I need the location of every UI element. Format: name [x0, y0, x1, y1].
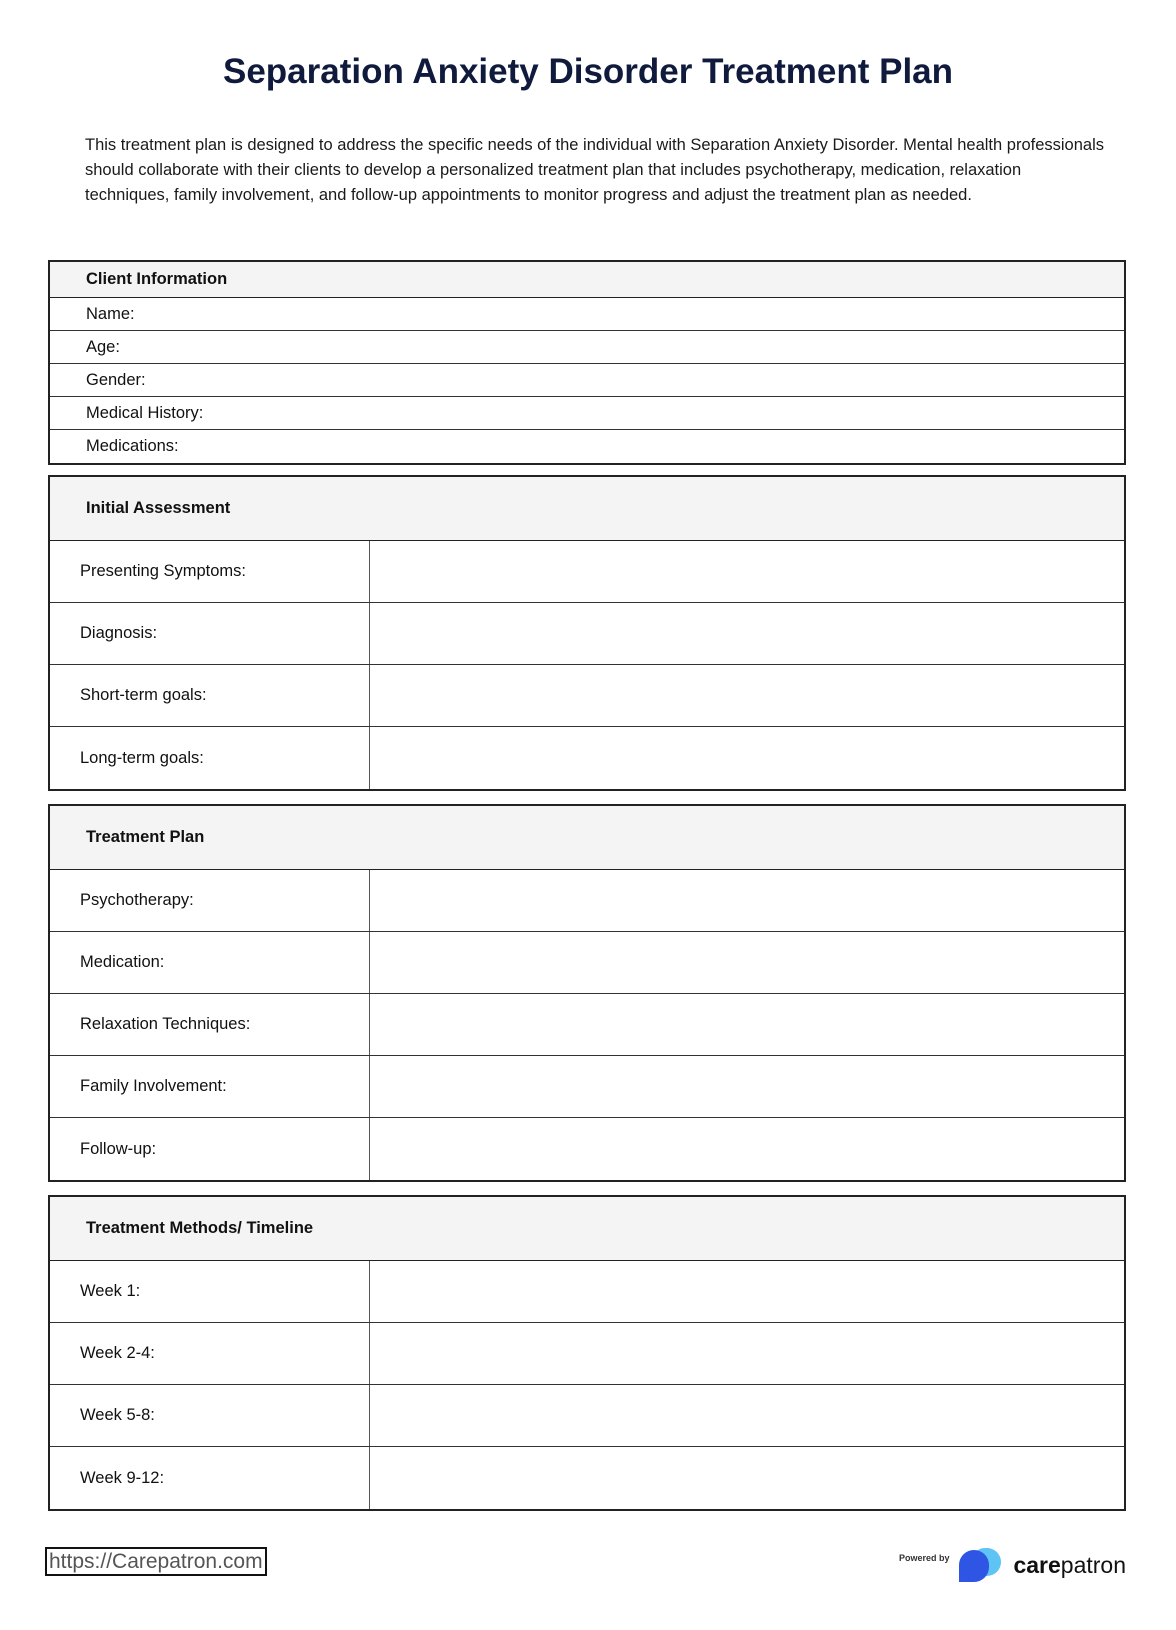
table-row	[50, 870, 1124, 932]
section-heading: Initial Assessment	[50, 477, 1124, 541]
field-input[interactable]	[370, 1385, 1124, 1446]
field-input[interactable]	[370, 727, 1124, 789]
field-age[interactable]: Age:	[50, 331, 1124, 364]
field-name[interactable]: Name:	[50, 298, 1124, 331]
section-heading: Treatment Plan	[50, 806, 1124, 870]
field-label: Week 5-8:	[50, 1385, 370, 1446]
brand-bold: care	[1013, 1551, 1061, 1578]
field-label: Psychotherapy:	[50, 870, 370, 931]
client-information-table	[48, 260, 1126, 465]
field-input[interactable]	[370, 870, 1124, 931]
table-row	[50, 603, 1124, 665]
field-label: Diagnosis:	[50, 603, 370, 664]
treatment-plan-table	[48, 804, 1126, 1182]
brand-name	[1013, 1552, 1126, 1579]
table-row	[50, 1261, 1124, 1323]
field-input[interactable]	[370, 932, 1124, 993]
field-label: Family Involvement:	[50, 1056, 370, 1117]
table-row	[50, 665, 1124, 727]
intro-paragraph: This treatment plan is designed to address the specific needs of the individual with Separation Anxiety Disorder. Mental health professionals should collaborate with their clients to develop a personalized treatment plan that includes psychotherapy, medication, relaxation techniques, family involvement, and follow-up appointments to monitor progress and adjust the treatment plan as needed.	[85, 136, 1104, 204]
field-label: Short-term goals:	[50, 665, 370, 726]
timeline-table	[48, 1195, 1126, 1511]
initial-assessment-table	[48, 475, 1126, 791]
brand-rest: patron	[1060, 1551, 1126, 1578]
field-medical-history[interactable]: Medical History:	[50, 397, 1124, 430]
powered-by-label: Powered by	[898, 1553, 950, 1563]
carepatron-logo-icon	[959, 1548, 1007, 1582]
field-label: Week 1:	[50, 1261, 370, 1322]
table-row	[50, 541, 1124, 603]
field-input[interactable]	[370, 1056, 1124, 1117]
field-input[interactable]	[370, 1118, 1124, 1180]
field-gender[interactable]: Gender:	[50, 364, 1124, 397]
field-input[interactable]	[370, 994, 1124, 1055]
field-input[interactable]	[370, 603, 1124, 664]
field-input[interactable]	[370, 1447, 1124, 1509]
carepatron-logo	[899, 1548, 1126, 1582]
section-heading: Client Information	[50, 262, 1124, 298]
page-title: Separation Anxiety Disorder Treatment Plan	[222, 52, 954, 91]
field-label: Week 9-12:	[50, 1447, 370, 1509]
table-row	[50, 1118, 1124, 1180]
field-label: Week 2-4:	[50, 1323, 370, 1384]
carepatron-link[interactable]: https://Carepatron.com	[45, 1547, 267, 1576]
field-input[interactable]	[370, 1323, 1124, 1384]
table-row	[50, 994, 1124, 1056]
field-input[interactable]	[370, 1261, 1124, 1322]
table-row	[50, 1385, 1124, 1447]
table-row	[50, 727, 1124, 789]
table-row	[50, 1323, 1124, 1385]
section-heading: Treatment Methods/ Timeline	[50, 1197, 1124, 1261]
field-label: Presenting Symptoms:	[50, 541, 370, 602]
field-label: Follow-up:	[50, 1118, 370, 1180]
field-medications[interactable]: Medications:	[86, 437, 179, 455]
field-input[interactable]	[370, 541, 1124, 602]
field-label: Long-term goals:	[50, 727, 370, 789]
table-row	[50, 1447, 1124, 1509]
field-label: Medication:	[50, 932, 370, 993]
table-row	[50, 1056, 1124, 1118]
field-input[interactable]	[370, 665, 1124, 726]
table-row	[50, 932, 1124, 994]
field-label: Relaxation Techniques:	[50, 994, 370, 1055]
